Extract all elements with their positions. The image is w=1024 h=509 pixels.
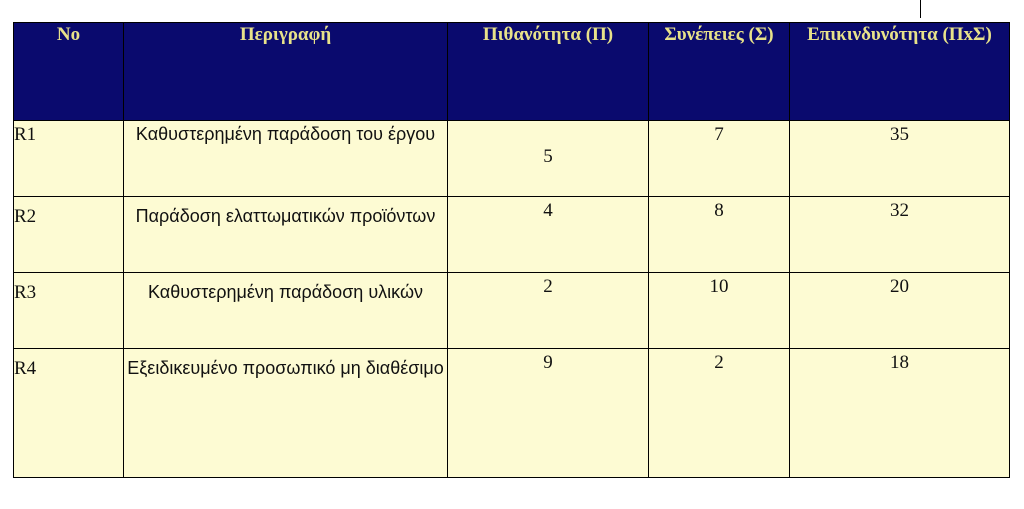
- cell-risk: 32: [790, 197, 1010, 273]
- header-description: Περιγραφή: [124, 23, 448, 121]
- cell-consequences: 8: [649, 197, 790, 273]
- cell-probability: 2: [448, 273, 649, 349]
- corner-line: [920, 0, 921, 18]
- cell-probability: 9: [448, 349, 649, 478]
- cell-probability: 4: [448, 197, 649, 273]
- table-row: [14, 273, 1010, 349]
- cell-risk: 18: [790, 349, 1010, 478]
- risk-table: [13, 22, 1010, 478]
- cell-description: Παράδοση ελαττωματικών προϊόντων: [124, 197, 448, 273]
- header-probability: Πιθανότητα (Π): [448, 23, 649, 121]
- cell-no: R2: [14, 197, 124, 273]
- table-row: [14, 349, 1010, 478]
- cell-no: R3: [14, 273, 124, 349]
- cell-probability: 5: [448, 121, 649, 197]
- cell-consequences: 2: [649, 349, 790, 478]
- cell-consequences: 7: [649, 121, 790, 197]
- header-row: [14, 23, 1010, 121]
- header-no: No: [14, 23, 124, 121]
- cell-description: Καθυστερημένη παράδοση υλικών: [124, 273, 448, 349]
- cell-risk: 20: [790, 273, 1010, 349]
- table-row: [14, 197, 1010, 273]
- cell-description: Καθυστερημένη παράδοση του έργου: [124, 121, 448, 197]
- header-risk: Επικινδυνότητα (ΠxΣ): [790, 23, 1010, 121]
- cell-description: Εξειδικευμένο προσωπικό μη διαθέσιμο: [124, 349, 448, 478]
- table-row: [14, 121, 1010, 197]
- cell-no: R1: [14, 121, 124, 197]
- cell-no: R4: [14, 349, 124, 478]
- cell-risk: 35: [790, 121, 1010, 197]
- header-consequences: Συνέπειες (Σ): [649, 23, 790, 121]
- cell-consequences: 10: [649, 273, 790, 349]
